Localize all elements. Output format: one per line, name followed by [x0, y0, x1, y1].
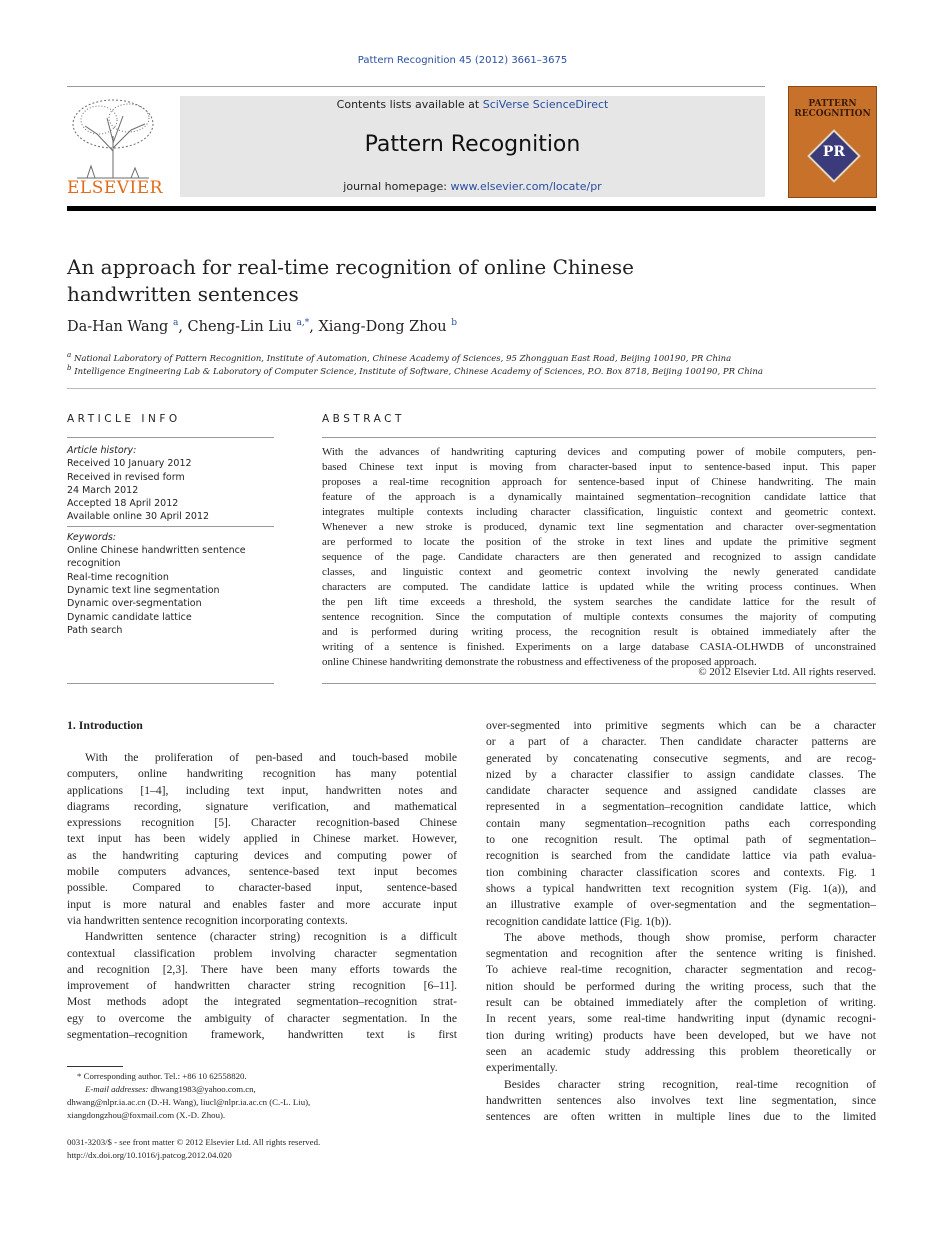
- affiliation-mark: b: [67, 363, 72, 372]
- journal-cover[interactable]: [788, 86, 877, 198]
- keyword-item: Dynamic text line segmentation: [67, 584, 220, 596]
- affiliation-mark: a: [67, 350, 72, 359]
- body-line: generated by concatenating consecutive segments, and are recog-: [486, 751, 876, 765]
- body-line: diagrams recording, signature verification, and mathematical: [67, 799, 457, 813]
- body-line: recognition candidate lattice (Fig. 1(b)).: [486, 914, 672, 928]
- abstract-line: Whenever a new stroke is produced, dynamic text line segmentation and character over-segmentation: [322, 521, 876, 533]
- body-line: Besides character string recognition, real-time recognition of: [504, 1077, 876, 1091]
- publication-info: [67, 1136, 457, 1162]
- article-info-rule: [67, 437, 274, 438]
- keyword-item: recognition: [67, 558, 121, 570]
- keywords-label: Keywords:: [67, 531, 117, 543]
- body-line: or a part of a character. Then candidate character patterns are: [486, 735, 876, 749]
- body-line: mobile computers advances, sentence-based text input becomes: [67, 865, 457, 879]
- header-rule: [67, 86, 765, 87]
- article-info-bottom-rule: [67, 683, 274, 684]
- body-line: candidate character sequence and assigned candidate classes are: [486, 784, 876, 798]
- author-name: Da-Han Wang: [67, 318, 169, 335]
- title-line-1: An approach for real-time recognition of online Chinese: [67, 255, 635, 279]
- body-line: tion combining character classification scores and contexts. Fig. 1: [486, 865, 876, 879]
- author-name: Cheng-Lin Liu: [187, 318, 292, 335]
- abstract-line: based Chinese text input is moving from character-based input to sentence-based input. This paper: [322, 461, 876, 473]
- tree-icon: [67, 96, 159, 180]
- issn-line: 0031-3203/$ - see front matter © 2012 Elsevier Ltd. All rights reserved.: [67, 1137, 321, 1147]
- footnote-rule: [67, 1066, 123, 1067]
- body-line: text input has been widely applied in Chinese market. However,: [67, 832, 457, 846]
- abstract-line: integrates multiple contexts including character classification, linguistic context and geometric context.: [322, 506, 876, 518]
- publisher-name: ELSEVIER: [67, 178, 163, 198]
- keyword-item: Dynamic over-segmentation: [67, 598, 202, 610]
- history-item: Received in revised form: [67, 471, 185, 483]
- body-line: Handwritten sentence (character string) recognition is a difficult: [85, 930, 457, 944]
- article-title: [67, 254, 687, 308]
- history-item: Available online 30 April 2012: [67, 511, 210, 523]
- article-info-heading: ARTICLE INFO: [67, 413, 181, 425]
- header-thick-rule: [67, 206, 876, 211]
- body-line: computers, online handwriting recognition has many potential: [67, 767, 457, 781]
- abstract-line: sequence of the page. Candidate characters are then generated and recognized to assign candidate: [322, 551, 876, 563]
- body-line: sentences are often written in multiple lines due to the limited: [486, 1110, 876, 1124]
- abstract-line: classes, and linguistic context and geometric context involving the newly generated candidate: [322, 566, 876, 578]
- sciencedirect-link[interactable]: SciVerse ScienceDirect: [482, 98, 609, 111]
- body-line: possible. Compared to character-based input, sentence-based: [67, 881, 457, 895]
- affil-rule: [67, 388, 876, 389]
- body-line: nized by a character classifier to assign candidate classes. The: [486, 767, 876, 781]
- keyword-item: Online Chinese handwritten sentence: [67, 545, 246, 557]
- body-line: With the proliferation of pen-based and touch-based mobile: [85, 751, 457, 764]
- corresponding-author: * Corresponding author. Tel.: +86 10 62558820.: [77, 1071, 247, 1081]
- body-line: as the handwriting capturing devices and computing power of: [67, 848, 457, 862]
- abstract-line: the pen lift time exceeds a threshold, the system searches the candidate lattice for the result of: [322, 596, 876, 608]
- email-link[interactable]: dhwang1983@yahoo.com.cn,: [150, 1084, 256, 1094]
- homepage-line: [180, 180, 765, 193]
- article-info: [67, 444, 274, 637]
- author-affil-mark[interactable]: b: [451, 318, 458, 328]
- cover-title-line-1: PATTERN: [808, 99, 857, 109]
- body-line: To achieve real-time recognition, character segmentation and recog-: [486, 963, 876, 977]
- body-line: contextual classification problem involving character segmentation: [67, 946, 457, 960]
- email-link[interactable]: dhwang@nlpr.ia.ac.cn (D.-H. Wang), liucl@nlpr.ia.ac.cn (C.-L. Liu),: [67, 1097, 311, 1107]
- body-line: experimentally.: [486, 1061, 558, 1075]
- contents-prefix: Contents lists available at: [336, 98, 483, 111]
- history-item: Accepted 18 April 2012: [67, 498, 179, 510]
- journal-name: Pattern Recognition: [364, 132, 581, 157]
- history-label: Article history:: [67, 445, 137, 456]
- abstract-line: and is performed during writing process, the recognition result is obtained immediately after the: [322, 626, 876, 638]
- author-affil-mark[interactable]: a,*: [296, 318, 310, 328]
- author-affil-mark[interactable]: a: [172, 318, 179, 328]
- journal-banner: [180, 96, 765, 197]
- author-list: Da-Han Wang $^a$, Cheng-Lin Liu $^{a,*}$, Xiang-Dong Zhou $^b$: [67, 318, 458, 335]
- body-line: The above methods, though show promise, perform character: [504, 930, 876, 944]
- body-line: egy to overcome the ambiguity of character segmentation. In the: [67, 1011, 457, 1025]
- author-name: Xiang-Dong Zhou: [318, 318, 447, 335]
- abstract-line: With the advances of handwriting capturing devices and computing power of mobile computers, pen-: [322, 446, 876, 458]
- body-line: segmentation–recognition framework, handwritten text is first: [67, 1028, 457, 1042]
- body-line: an illustrative example of over-segmentation and the segmentation–: [486, 898, 876, 912]
- body-line: seen an academic study addressing this problem theoretically or: [486, 1044, 876, 1058]
- abstract-line: feature of the approach is a dynamically maintained segmentation–recognition candidate lattice that: [322, 491, 876, 503]
- body-line: input is more natural and enables faster and more accurate input: [67, 897, 457, 911]
- cover-title: [789, 99, 876, 119]
- keyword-item: Path search: [67, 624, 123, 636]
- history-item: Received 10 January 2012: [67, 458, 192, 470]
- homepage-prefix: journal homepage:: [343, 180, 451, 193]
- body-line: shows a typical handwritten text recognition system (Fig. 1(a)), and: [486, 881, 876, 895]
- body-line: over-segmented into primitive segments which can be a character: [486, 719, 876, 732]
- body-line: represented in a segmentation–recognition candidate lattice, which: [486, 800, 876, 814]
- body-line: nition should be performed during the writing process, such that the: [486, 979, 876, 993]
- body-line: Most methods adopt the integrated segmentation–recognition strat-: [67, 995, 457, 1009]
- abstract-line: writing of a sentence is finished. Experiments on a large database CASIA-OLHWDB of unconstrained: [322, 641, 876, 653]
- body-line: applications [1–4], including text input, handwritten notes and: [67, 783, 457, 797]
- abstract-line: characters are computed. The candidate lattice is updated while the writing process continues. When: [322, 581, 876, 593]
- body-line: contain many segmentation–recognition paths each corresponding: [486, 816, 876, 830]
- affiliation-text: Intelligence Engineering Lab & Laboratory of Computer Science, Institute of Software, Chinese Academy of Sciences, P.O. Box 8718, Beijing 100190, PR China: [74, 366, 763, 377]
- cover-title-line-2: RECOGNITION: [794, 109, 871, 119]
- cover-monogram: PR: [822, 144, 846, 160]
- abstract-heading: ABSTRACT: [322, 413, 405, 425]
- keywords-rule: [67, 526, 274, 527]
- body-line: tion during writing) products have been developed, but we have not: [486, 1028, 876, 1042]
- body-line: recognition is searched from the candidate lattice via path evalua-: [486, 849, 876, 863]
- abstract-line: are performed to locate the position of the stroke in text lines and update the primitive segment: [322, 536, 876, 548]
- abstract-rule: [322, 437, 876, 438]
- body-line: improvement of handwritten character string recognition [6–11].: [67, 979, 457, 993]
- affiliation: [67, 350, 731, 364]
- body-line: handwritten sentences also involves text line segmentation, since: [486, 1093, 876, 1107]
- body-line: segmentation and recognition after the sentence writing is finished.: [486, 947, 876, 961]
- abstract-line: proposes a real-time recognition approach for sentence-based input of Chinese handwriting. The main: [322, 476, 876, 488]
- affiliation-text: National Laboratory of Pattern Recognition, Institute of Automation, Chinese Academy of Sciences, 95 Zhongguan East Road, Beijing 100190, PR China: [73, 353, 732, 364]
- left-column: [67, 750, 457, 1043]
- copyright: © 2012 Elsevier Ltd. All rights reserved.: [698, 666, 876, 678]
- email-link[interactable]: xiangdongzhou@foxmail.com (X.-D. Zhou).: [67, 1110, 226, 1120]
- doi-link[interactable]: http://dx.doi.org/10.1016/j.patcog.2012.04.020: [67, 1150, 232, 1160]
- running-head[interactable]: Pattern Recognition 45 (2012) 3661–3675: [357, 55, 568, 66]
- keyword-item: Real-time recognition: [67, 571, 169, 583]
- contents-line: [180, 98, 765, 111]
- body-line: result can be obtained immediately after the completion of writing.: [486, 996, 876, 1010]
- affiliation: [67, 363, 763, 377]
- history-item: 24 March 2012: [67, 484, 139, 496]
- elsevier-logo: [67, 96, 163, 198]
- title-line-2: handwritten sentences: [67, 282, 299, 306]
- abstract-text: [322, 445, 876, 670]
- body-line: and recognition [2,3]. There have been many efforts towards the: [67, 962, 457, 976]
- body-line: expressions recognition [5]. Character recognition-based Chinese: [67, 816, 457, 830]
- section-heading: 1. Introduction: [67, 718, 143, 732]
- abstract-bottom-rule: [322, 683, 876, 684]
- keyword-item: Dynamic candidate lattice: [67, 611, 192, 623]
- right-column: [486, 718, 876, 1125]
- homepage-link[interactable]: www.elsevier.com/locate/pr: [450, 180, 602, 193]
- footnotes: [67, 1070, 457, 1122]
- body-line: via handwritten sentence recognition incorporating contexts.: [67, 913, 348, 927]
- abstract-line: online Chinese handwriting demonstrate the robustness and effectiveness of the proposed approach.: [322, 656, 757, 668]
- abstract-line: sentence recognition. Since the computation of multiple contexts consumes the majority of computing: [322, 611, 876, 623]
- email-label: E-mail addresses:: [85, 1084, 151, 1094]
- body-line: In recent years, some real-time handwriting input (dynamic recogni-: [486, 1012, 876, 1026]
- body-line: to one recognition result. The optimal path of segmentation–: [486, 833, 876, 847]
